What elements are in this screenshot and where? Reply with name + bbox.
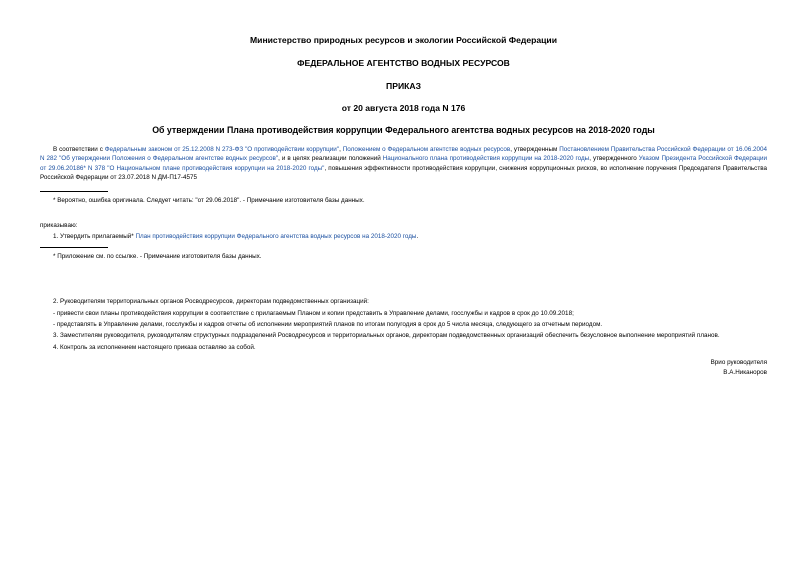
- footnote-divider: [40, 191, 108, 192]
- footnote-2: * Приложение см. по ссылке. - Примечание изготовителя базы данных.: [53, 252, 262, 260]
- item-3: 3. Заместителям руководителя, руководителям структурных подразделений Росводресурсов и территориальных органов, директорам подведомственных организаций обеспечить безусловное выполнение мероприятий планов.: [53, 332, 720, 340]
- order-word: приказываю:: [40, 222, 78, 230]
- government-resolution-link[interactable]: Постановлением Правительства Российской Федерации от 16.06.2004 N 282 "Об утверждении Положения о Федеральном агентстве водных ресурсов": [40, 146, 768, 163]
- signature-name: В.А.Никаноров: [723, 368, 767, 376]
- intro-paragraph: В соответствии с Федеральным законом от 25.12.2008 N 273-ФЗ "О противодействии коррупции", Положением о Федеральном агентстве водных ресурсов, утвержденным Постановлением Правительства Российской Федерации от 16.06.2004 N 282 "Об утверждении Положения о Федеральном агентстве водных ресурсов", и в целях реализации положений Национального плана противодействия коррупции на 2018-2020 годы, утвержденного Указом Президента Российской Федерации от 29.06.20186* N 378 "О Национальном плане противодействия коррупции на 2018-2020 годы", повышения эффективности противодействия коррупции, снижения коррупционных рисков, во исполнение поручения Председателя Правительства Российской Федерации от 23.07.2018 N ДМ-П17-4575: [40, 146, 768, 182]
- item-1: 1. Утвердить прилагаемый* План противодействия коррупции Федерального агентства водных ресурсов на 2018-2020 годы.: [53, 233, 419, 241]
- agency-heading: ФЕДЕРАЛЬНОЕ АГЕНТСТВО ВОДНЫХ РЕСУРСОВ: [297, 58, 510, 68]
- presidential-decree-link[interactable]: Указом Президента Российской Федерации от 29.06.20186* N 378 "О Национальном плане противодействия коррупции на 2018-2020 годы": [40, 155, 767, 172]
- signature-position: Врио руководителя: [710, 359, 767, 367]
- footnote-1: * Вероятно, ошибка оригинала. Следует читать: "от 29.06.2018". - Примечание изготовителя базы данных.: [53, 196, 365, 204]
- national-plan-link[interactable]: Национального плана противодействия коррупции на 2018-2020 годы: [382, 155, 590, 163]
- federal-law-link[interactable]: Федеральным законом от 25.12.2008 N 273-ФЗ "О противодействии коррупции": [104, 146, 340, 153]
- item-2b: - представлять в Управление делами, госслужбы и кадров отчеты об исполнении мероприятий планов по итогам полугодия в срок до 5 числа месяца, следующего за отчетным периодом.: [53, 321, 603, 329]
- agency-regulation-link[interactable]: Положением о Федеральном агентстве водных ресурсов: [342, 146, 511, 153]
- ministry-heading: Министерство природных ресурсов и экологии Российской Федерации: [250, 35, 557, 45]
- footnote-divider-2: [40, 247, 108, 248]
- item-4: 4. Контроль за исполнением настоящего приказа оставляю за собой.: [53, 343, 256, 351]
- order-date-number: от 20 августа 2018 года N 176: [341, 103, 466, 113]
- order-heading: ПРИКАЗ: [386, 81, 421, 91]
- item-2a: - привести свои планы противодействия коррупции в соответствие с прилагаемым Планом и копии представить в Управление делами, госслужбы и кадров в срок до 10.09.2018;: [53, 309, 574, 317]
- order-title: Об утверждении Плана противодействия коррупции Федерального агентства водных ресурсов на 2018-2020 годы: [152, 125, 655, 135]
- item-2: 2. Руководителям территориальных органов Росводресурсов, директорам подведомственных организаций:: [53, 298, 369, 306]
- anticorruption-plan-link[interactable]: План противодействия коррупции Федерального агентства водных ресурсов на 2018-2020 годы: [135, 233, 417, 241]
